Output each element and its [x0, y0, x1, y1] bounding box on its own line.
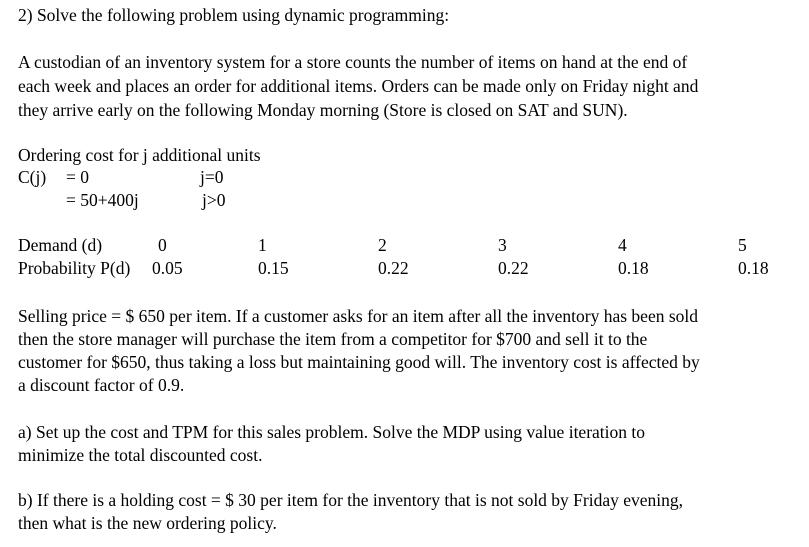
- demand-value: 3: [498, 235, 507, 255]
- intro-line: each week and places an order for additional items. Orders can be made only on Friday night and: [18, 76, 699, 96]
- demand-value: 2: [378, 235, 387, 255]
- demand-value: 0: [158, 235, 167, 255]
- probability-value: 0.18: [738, 258, 769, 278]
- demand-value: 5: [738, 235, 747, 255]
- part-a-line: a) Set up the cost and TPM for this sales problem. Solve the MDP using value iteration to: [18, 422, 646, 442]
- selling-line: Selling price = $ 650 per item. If a customer asks for an item after all the inventory has been sold: [18, 306, 699, 326]
- part-b-line: b) If there is a holding cost = $ 30 per item for the inventory that is not sold by Friday evening,: [18, 490, 684, 510]
- probability-value: 0.18: [618, 258, 649, 278]
- demand-label: Demand (d): [18, 235, 103, 255]
- probability-value: 0.15: [258, 258, 289, 278]
- cost-label: C(j): [18, 167, 47, 187]
- cost-cond: j=0: [200, 167, 224, 187]
- cost-expr: = 50+400j: [66, 190, 139, 210]
- ordering-title: Ordering cost for j additional units: [18, 145, 261, 165]
- cost-cond: j>0: [202, 190, 226, 210]
- part-b-line: then what is the new ordering policy.: [18, 513, 277, 533]
- cost-expr: = 0: [66, 167, 89, 187]
- probability-value: 0.22: [498, 258, 529, 278]
- selling-line: customer for $650, thus taking a loss but maintaining good will. The inventory cost is affected by: [18, 352, 700, 372]
- demand-value: 1: [258, 235, 267, 255]
- demand-value: 4: [618, 235, 627, 255]
- intro-line: they arrive early on the following Monday morning (Store is closed on SAT and SUN).: [18, 100, 628, 120]
- probability-label: Probability P(d): [18, 258, 131, 278]
- intro-line: A custodian of an inventory system for a store counts the number of items on hand at the end of: [18, 52, 688, 72]
- probability-value: 0.05: [152, 258, 183, 278]
- problem-heading: 2) Solve the following problem using dynamic programming:: [18, 5, 450, 25]
- probability-value: 0.22: [378, 258, 409, 278]
- selling-line: then the store manager will purchase the item from a competitor for $700 and sell it to the: [18, 329, 648, 349]
- part-a-line: minimize the total discounted cost.: [18, 445, 263, 465]
- selling-line: a discount factor of 0.9.: [18, 375, 185, 395]
